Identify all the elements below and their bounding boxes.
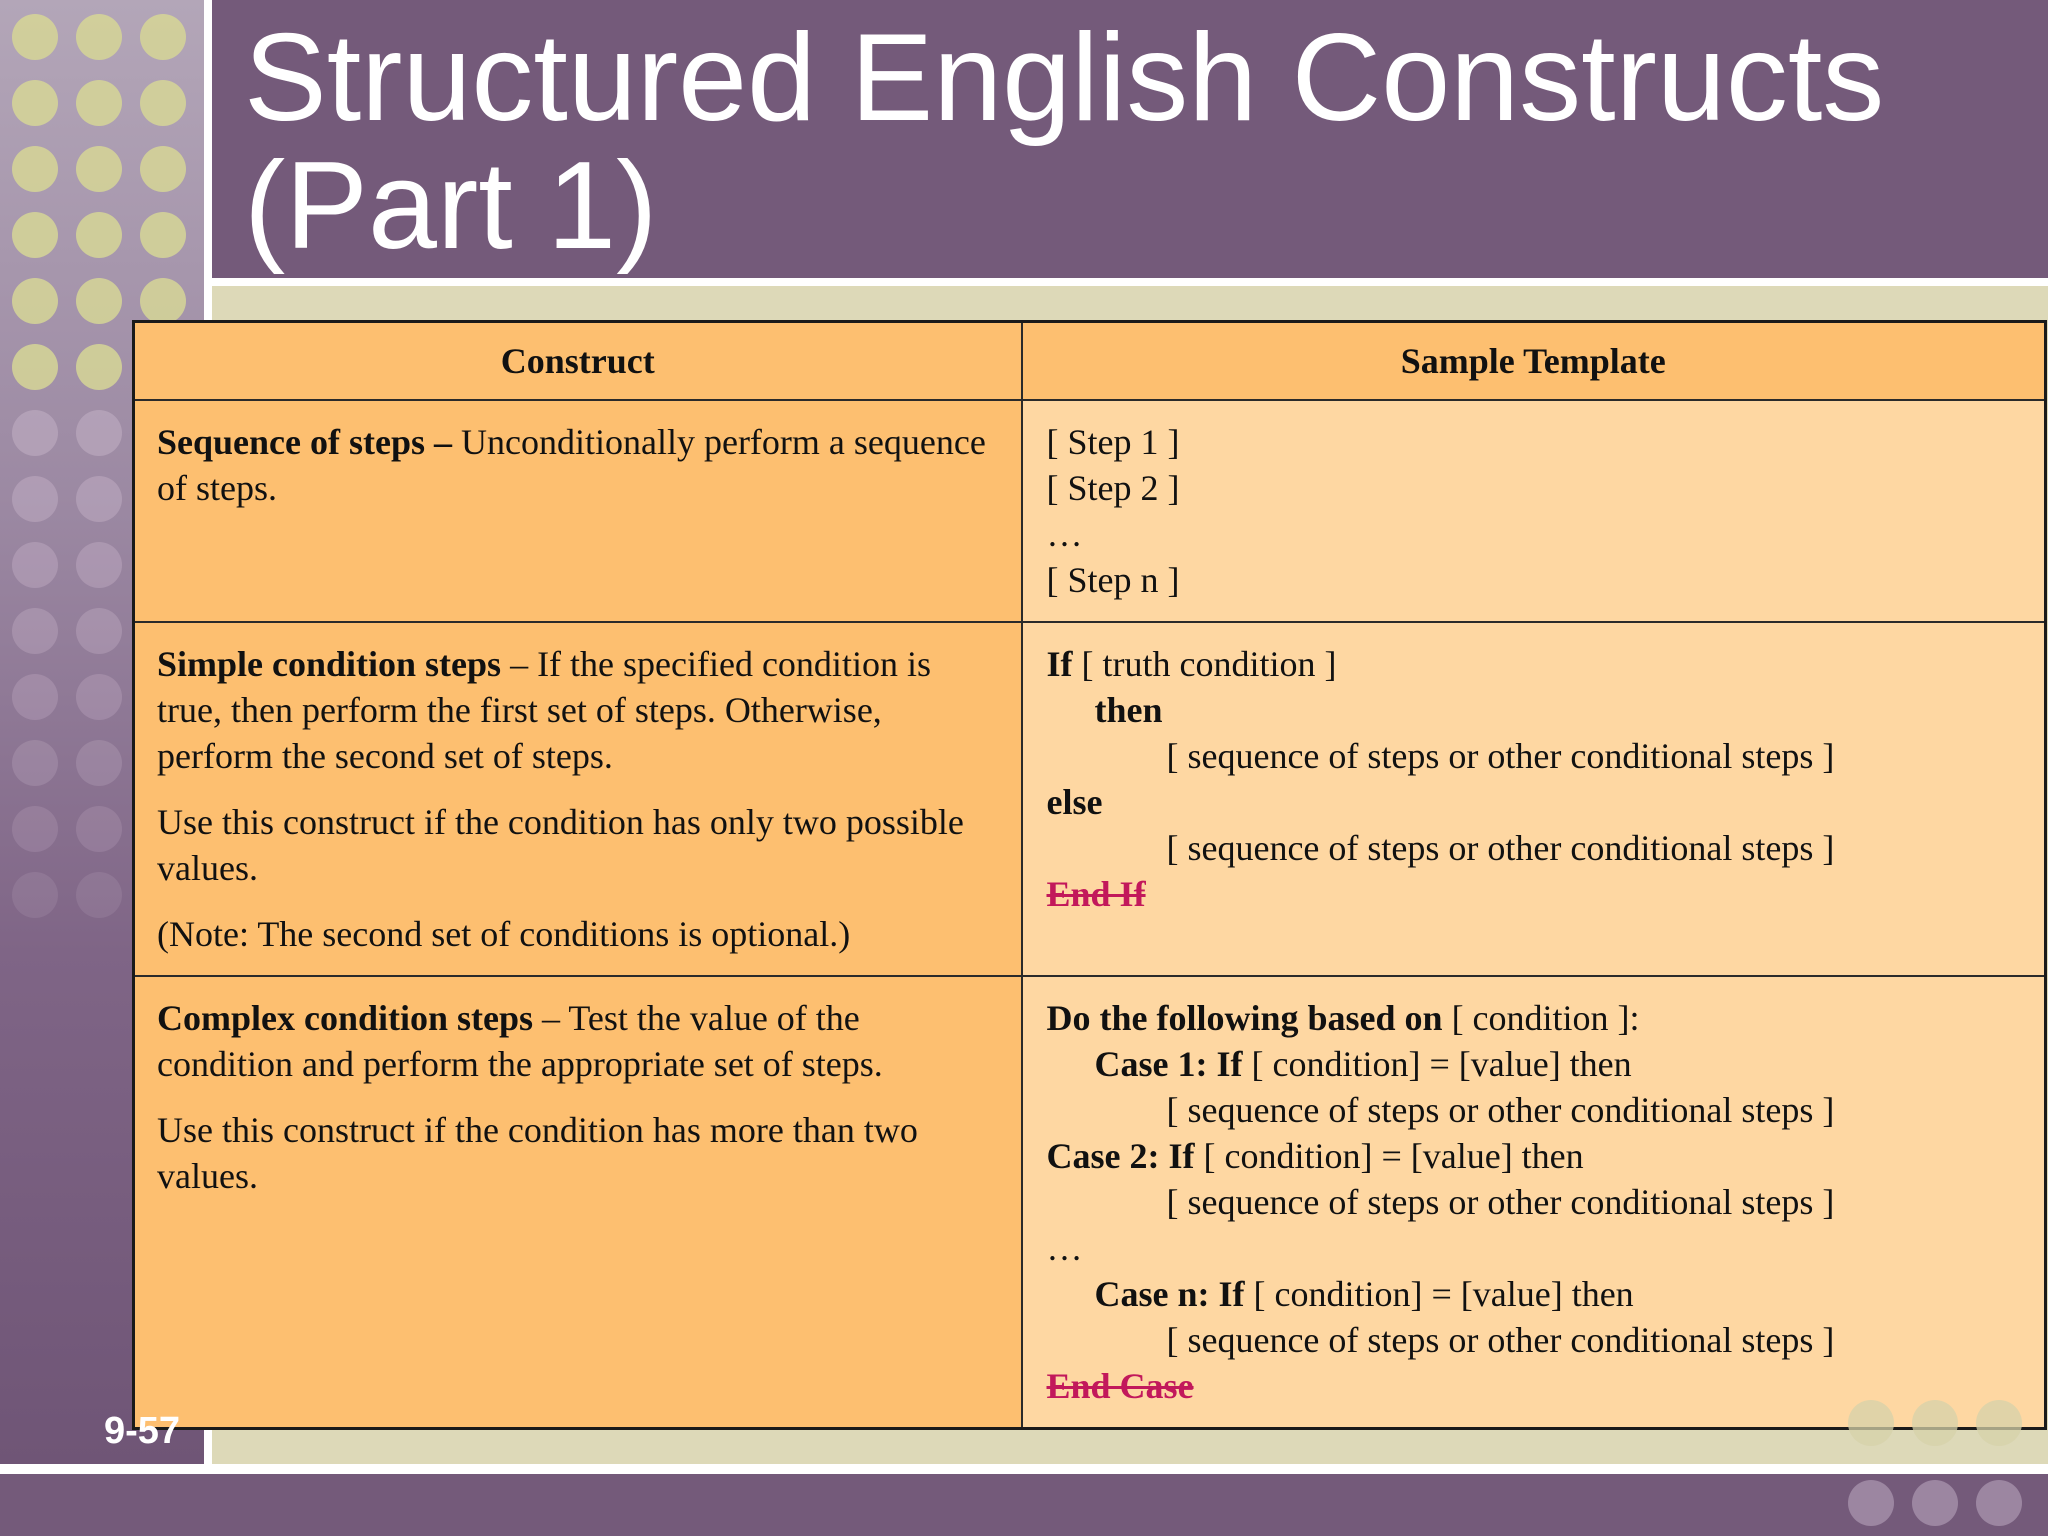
decorative-dot xyxy=(140,14,186,60)
keyword-then: then xyxy=(1094,689,1163,730)
decorative-dot xyxy=(1976,1400,2022,1446)
construct-usage-note: Use this construct if the condition has more than two values. xyxy=(157,1109,918,1196)
constructs-table-wrapper xyxy=(132,320,2044,1406)
template-line xyxy=(1047,641,2023,687)
template-line: [ sequence of steps or other conditional steps ] xyxy=(1166,1089,1835,1130)
construct-cell-sequence xyxy=(134,400,1022,622)
decorative-dot xyxy=(140,212,186,258)
bottom-right-dots xyxy=(1808,1400,2048,1536)
table-row-simple-condition xyxy=(134,622,2046,976)
decorative-dot xyxy=(1848,1480,1894,1526)
keyword-case-2: Case 2: If xyxy=(1046,1135,1195,1176)
construct-name: Sequence of steps xyxy=(157,421,425,462)
slide-title xyxy=(244,9,2024,275)
decorative-dot xyxy=(1912,1480,1958,1526)
decorative-dot xyxy=(12,14,58,60)
construct-cell-simple-condition xyxy=(134,622,1022,976)
decorative-dot xyxy=(76,344,122,390)
keyword-end-case: End Case xyxy=(1046,1365,1194,1406)
construct-dash: – xyxy=(425,421,461,462)
keyword-if: If xyxy=(1046,643,1073,684)
decorative-dot xyxy=(12,344,58,390)
decorative-dot xyxy=(76,212,122,258)
decorative-dot xyxy=(76,542,122,588)
header-construct: Construct xyxy=(134,322,1022,400)
bottom-rule xyxy=(0,1464,2048,1474)
template-line xyxy=(1047,995,2023,1041)
decorative-dot xyxy=(1912,1400,1958,1446)
template-line xyxy=(1047,1271,2023,1317)
construct-desc-text: If the specified condition is true, then perform the first set of steps. Otherwise, perform the second set of steps. xyxy=(157,643,931,776)
template-line xyxy=(1047,1133,2023,1179)
decorative-dot xyxy=(76,674,122,720)
template-text: [ condition] = [value] then xyxy=(1244,1273,1634,1314)
construct-desc-text: Unconditionally perform a sequence of steps. xyxy=(157,421,986,508)
keyword-end-if: End If xyxy=(1046,873,1146,914)
decorative-dot xyxy=(12,608,58,654)
title-rule xyxy=(212,278,2048,286)
construct-name: Simple condition steps xyxy=(157,643,502,684)
construct-cell-complex-condition xyxy=(134,976,1022,1429)
construct-name: Complex condition steps xyxy=(157,997,534,1038)
template-line: [ Step 2 ] xyxy=(1046,467,1180,508)
template-cell-complex-condition xyxy=(1022,976,2046,1429)
decorative-dot xyxy=(12,410,58,456)
table-header-row xyxy=(134,322,2046,400)
decorative-dot xyxy=(76,476,122,522)
decorative-dot xyxy=(12,146,58,192)
decorative-dot xyxy=(76,146,122,192)
keyword-case-1: Case 1: If xyxy=(1094,1043,1243,1084)
template-text: [ condition] = [value] then xyxy=(1242,1043,1632,1084)
decorative-dot xyxy=(12,476,58,522)
template-line xyxy=(1047,1041,2023,1087)
keyword-else: else xyxy=(1046,781,1103,822)
template-line: [ Step n ] xyxy=(1046,559,1180,600)
decorative-dot xyxy=(76,740,122,786)
decorative-dot xyxy=(12,674,58,720)
template-text: [ condition] = [value] then xyxy=(1194,1135,1584,1176)
template-line: [ sequence of steps or other conditional steps ] xyxy=(1166,827,1835,868)
decorative-dot xyxy=(76,608,122,654)
decorative-dot xyxy=(12,740,58,786)
template-line: [ sequence of steps or other conditional steps ] xyxy=(1166,735,1835,776)
bottom-band xyxy=(0,1474,2048,1536)
construct-optional-note: (Note: The second set of conditions is optional.) xyxy=(157,913,851,954)
table-row-complex-condition xyxy=(134,976,2046,1429)
slide-title-line-2: (Part 1) xyxy=(244,137,658,275)
decorative-dot xyxy=(12,542,58,588)
decorative-dot xyxy=(12,278,58,324)
decorative-dot xyxy=(1976,1480,2022,1526)
template-line: … xyxy=(1046,513,1083,554)
template-text: [ truth condition ] xyxy=(1072,643,1337,684)
decorative-dot xyxy=(12,212,58,258)
construct-description xyxy=(157,641,999,779)
decorative-dot xyxy=(76,80,122,126)
slide-title-line-1: Structured English Constructs xyxy=(244,9,1885,147)
decorative-dot xyxy=(12,80,58,126)
construct-dash: – xyxy=(533,997,569,1038)
constructs-table xyxy=(132,320,2047,1430)
header-sample-template: Sample Template xyxy=(1022,322,2046,400)
construct-description xyxy=(157,995,999,1087)
decorative-dot xyxy=(76,806,122,852)
template-line: [ sequence of steps or other conditional steps ] xyxy=(1166,1319,1835,1360)
construct-desc-text: Test the value of the condition and perform the appropriate set of steps. xyxy=(157,997,883,1084)
decorative-dot xyxy=(12,806,58,852)
decorative-dot xyxy=(1848,1400,1894,1446)
decorative-dot xyxy=(12,872,58,918)
decorative-dot xyxy=(76,410,122,456)
decorative-dot xyxy=(140,146,186,192)
template-text: [ condition ]: xyxy=(1442,997,1640,1038)
keyword-do-following: Do the following based on xyxy=(1046,997,1443,1038)
template-cell-sequence xyxy=(1022,400,2046,622)
slide-number: 9-57 xyxy=(104,1410,181,1452)
table-row-sequence xyxy=(134,400,2046,622)
keyword-case-n: Case n: If xyxy=(1094,1273,1245,1314)
decorative-dot xyxy=(76,14,122,60)
template-line: … xyxy=(1046,1227,1083,1268)
decorative-dot xyxy=(140,80,186,126)
construct-description xyxy=(157,419,999,511)
template-cell-simple-condition xyxy=(1022,622,2046,976)
decorative-dot xyxy=(76,872,122,918)
construct-usage-note: Use this construct if the condition has only two possible values. xyxy=(157,801,964,888)
template-line: [ sequence of steps or other conditional steps ] xyxy=(1166,1181,1835,1222)
template-line: [ Step 1 ] xyxy=(1046,421,1180,462)
construct-dash: – xyxy=(501,643,538,684)
decorative-dot xyxy=(76,278,122,324)
decorative-dot xyxy=(140,278,186,324)
